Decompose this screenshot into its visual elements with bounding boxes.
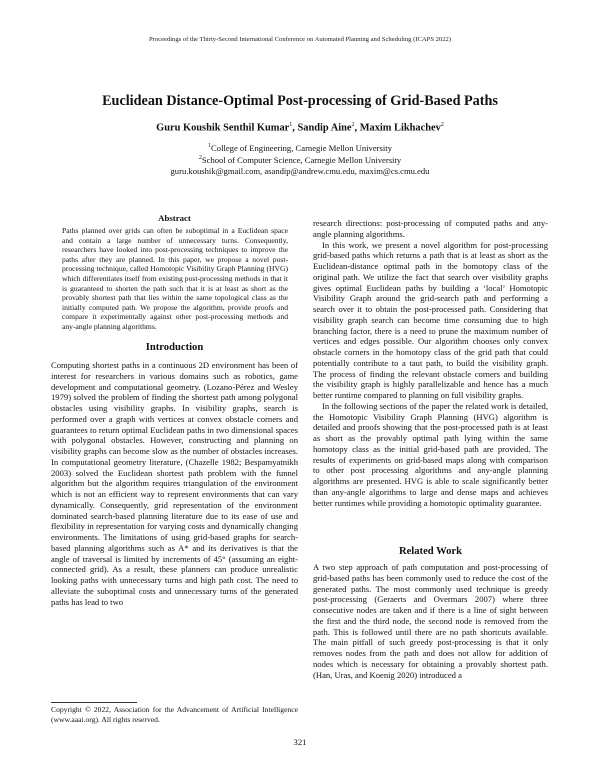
introduction-paragraph-1: Computing shortest paths in a continuous 2D environment has been of interest for researchers in various domains such as robotics, game development and computational geometry. (Lozano-Pérez and Wesley 1979) solved the problem of finding the shortest path among polygonal obstacles using visibility graphs. In visibility graphs, search is performed over a graph with vertices at convex obstacle corners and guarantees to return optimal Euclidean paths in two dimensional spaces with polygonal obstacles. However, constructing and planning on visibility graphs can become slow as the number of obstacles increases. In computational geometry literature, (Chazelle 1982; Bespamyatnikh 2003) solved the Euclidean shortest path problem with the funnel algorithm but the algorithm requires triangulation of the environment which is not an efficient way to represent environments that can vary dynamically. Consequently, grid representation of the environment dominated search-based planning literature due to its ease of use and flexibility in representation for varying costs and dynamically changing environments. The limitations of using grid-based graphs for search-based planning algorithms such as A* and its derivatives is that the angle of traversal is limited by increments of 45° (assuming an eight-connected grid). As a result, these planners can produce unrealistic looking paths with unnecessary turns and high path cost. The need to alleviate the suboptimal costs and unnecessary turns of the generated paths has lead to two <box>51 360 298 607</box>
paper-title: Euclidean Distance-Optimal Post-processing of Grid-Based Paths <box>102 93 498 109</box>
introduction-column-left <box>51 360 298 607</box>
affiliation-1 <box>0 143 600 153</box>
introduction-paragraph-2: In this work, we present a novel algorithm for post-processing grid-based paths which returns a path that is at least as short as the Euclidean-distance optimal path in the homotopy class of the original path. We utilize the fact that search over visibility graphs gives optimal Euclidean paths by building a ‘local’ Homotopic Visibility Graph around the grid-search path and performing a search over it to obtain the post-processed path. Considering that visibility graph search can become time consuming due to high branching factor, there is a need to prune the maximum number of vertices and edges possible. Our algorithm chooses only convex obstacle corners in the homotopy class of the grid path that could potentially contribute to a taut path, to build the visibility graph. The process of finding the relevant obstacle corners and building the visibility graph is highly parallelizable and hence has a much better runtime compared to planning on full visibility graphs. <box>313 239 548 400</box>
introduction-heading: Introduction <box>145 342 204 353</box>
abstract-heading: Abstract <box>158 213 191 223</box>
author-separator: , <box>354 122 358 134</box>
footnote-divider <box>51 702 137 703</box>
author-1-affiliation-mark: 1 <box>289 122 293 128</box>
author-separator: , <box>292 122 295 134</box>
author-1: Guru Koushik Senthil Kumar <box>156 122 290 134</box>
related-work-paragraph-1: A two step approach of path computation and post-processing of grid-based paths has been commonly used to reduce the cost of the generated paths. The most commonly used technique is greedy post-processing (Geraerts and Overmars 2007) where three consecutive nodes are taken and if there is a line of sight between the first and the third node, the second node is removed from the path. This is followed until there are no path shortcuts available. The main pitfall of such greedy post-processing is that it only removes nodes from the path and does not allow for addition of nodes which is necessary for obtaining a provably shortest path. (Han, Uras, and Koenig 2020) introduced a <box>313 562 548 680</box>
affiliation-1-text: College of Engineering, Carnegie Mellon University <box>211 143 392 153</box>
introduction-column-right <box>313 218 548 508</box>
page-number: 321 <box>293 737 307 747</box>
introduction-paragraph-1-continued: research directions: post-processing of computed paths and any-angle planning algorithms. <box>313 218 548 239</box>
author-2: Sandip Aine <box>297 122 352 134</box>
proceedings-header: Proceedings of the Thirty-Second International Conference on Automated Planning and Scheduling (ICAPS 2022) <box>148 36 452 43</box>
author-3-affiliation-mark: 2 <box>440 122 444 128</box>
affiliation-2-text: School of Computer Science, Carnegie Mellon University <box>201 155 402 165</box>
abstract-text: Paths planned over grids can often be suboptimal in a Euclidean space and contain a large number of unnecessary turns. Consequently, researchers have looked into post-processing techniques to improve the paths after they are planned. In this paper, we propose a novel post-processing technique, called Homotopic Visibility Graph Planning (HVG) which differentiates itself from existing post-processing methods in that it is guaranteed to shorten the path such that it is at least as short as the provably shortest path that lies within the same topological class as the initially computed path. We propose the algorithm, provide proofs and compare it experimentally against other post-processing methods and any-angle planning algorithms. <box>62 226 288 331</box>
affiliation-2-mark: 2 <box>198 155 202 162</box>
author-3: Maxim Likhachev <box>359 122 441 134</box>
related-work-heading: Related Work <box>398 546 463 557</box>
author-2-affiliation-mark: 2 <box>351 122 355 128</box>
copyright-footnote: Copyright © 2022, Association for the Advancement of Artificial Intelligence (www.aaai.org). All rights reserved. <box>51 705 298 724</box>
author-emails: guru.koushik@gmail.com, asandip@andrew.cmu.edu, maxim@cs.cmu.edu <box>170 166 430 176</box>
related-work-body <box>313 562 548 680</box>
affiliation-2 <box>0 155 600 165</box>
author-list <box>0 122 600 133</box>
affiliation-1-mark: 1 <box>208 143 212 150</box>
introduction-paragraph-3: In the following sections of the paper the related work is detailed, the Homotopic Visibility Graph Planning (HVG) algorithm is detailed and proofs showing that the post-processed path is at least as short as the provably optimal path lying within the same homotopy class as the initial grid-based path are provided. The results of experiments on grid-based maps along with comparison to other post processing algorithms and any-angle planning algorithms are presented. HVG is able to scale significantly better than any-angle algorithms to large and dense maps and achieves better runtimes while providing a homotopic optimality guarantee. <box>313 400 548 508</box>
